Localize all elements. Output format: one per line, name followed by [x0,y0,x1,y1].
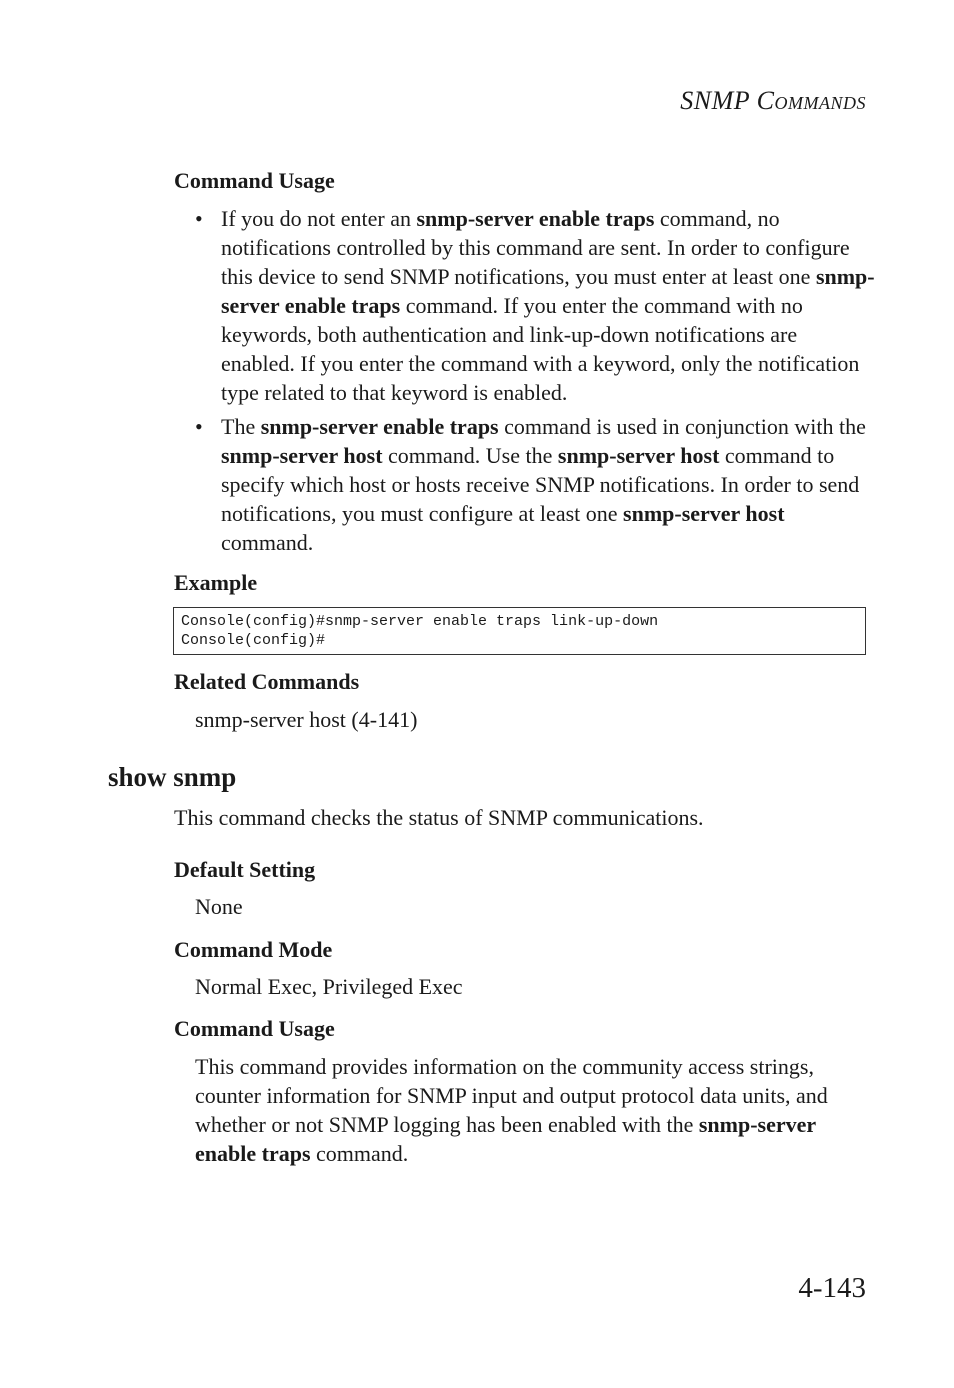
command-keyword: snmp-server enable traps [221,264,875,318]
header-word-snmp: SNMP [680,86,750,115]
command-description: This command checks the status of SNMP communications. [174,805,704,830]
related-commands-heading: Related Commands [174,669,360,694]
command-keyword: snmp-server enable traps [260,414,499,439]
command-title: show snmp [108,762,237,792]
default-setting-value: None [195,894,243,919]
command-keyword: snmp-server enable traps [195,1112,816,1166]
header-rest: OMMANDS [774,93,866,113]
running-header [680,86,866,116]
command-mode-value: Normal Exec, Privileged Exec [195,974,463,999]
command-keyword: snmp-server host [557,443,720,468]
bullet-glyph: • [195,206,203,231]
bullet-glyph: • [195,414,203,439]
command-keyword: snmp-server enable traps [416,206,655,231]
command-keyword: snmp-server host [221,443,383,468]
command-mode-heading: Command Mode [174,937,333,962]
command-usage-heading-2: Command Usage [174,1016,335,1041]
command-usage-heading: Command Usage [174,168,335,193]
related-command-link: snmp-server host (4-141) [195,707,418,732]
command-keyword: snmp-server host [623,501,785,526]
header-initial: C [756,86,775,115]
code-line: Console(config)# [181,632,326,649]
usage-bullet-1: • If you do not enter an snmp-server enable traps command, no notifications controlled by this command are sent. In order to configure this device to send SNMP notifications, you must enter at least one snmp-server enable traps command. If you enter the command with no keywords, both authentication and link-up-down notifications are enabled. If you enter the command with a keyword, only the notification type related to that keyword is enabled. [195,206,875,405]
default-setting-heading: Default Setting [174,857,316,882]
example-heading: Example [174,570,258,595]
command-usage-paragraph: This command provides information on the community access strings, counter information for SNMP input and output protocol data units, and whether or not SNMP logging has been enabled with the snmp-server enable traps command. [195,1054,828,1166]
code-line: Console(config)#snmp-server enable traps link-up-down [181,613,659,630]
page-number: 4-143 [798,1272,866,1304]
code-example-box [173,607,866,655]
usage-bullet-list [195,204,875,557]
usage-bullet-2: • The snmp-server enable traps command is used in conjunction with the snmp-server host command. Use the snmp-server host command to specify which host or hosts receive SNMP notifications. In order to send notifications, you must configure at least one snmp-server host command. [195,414,866,555]
